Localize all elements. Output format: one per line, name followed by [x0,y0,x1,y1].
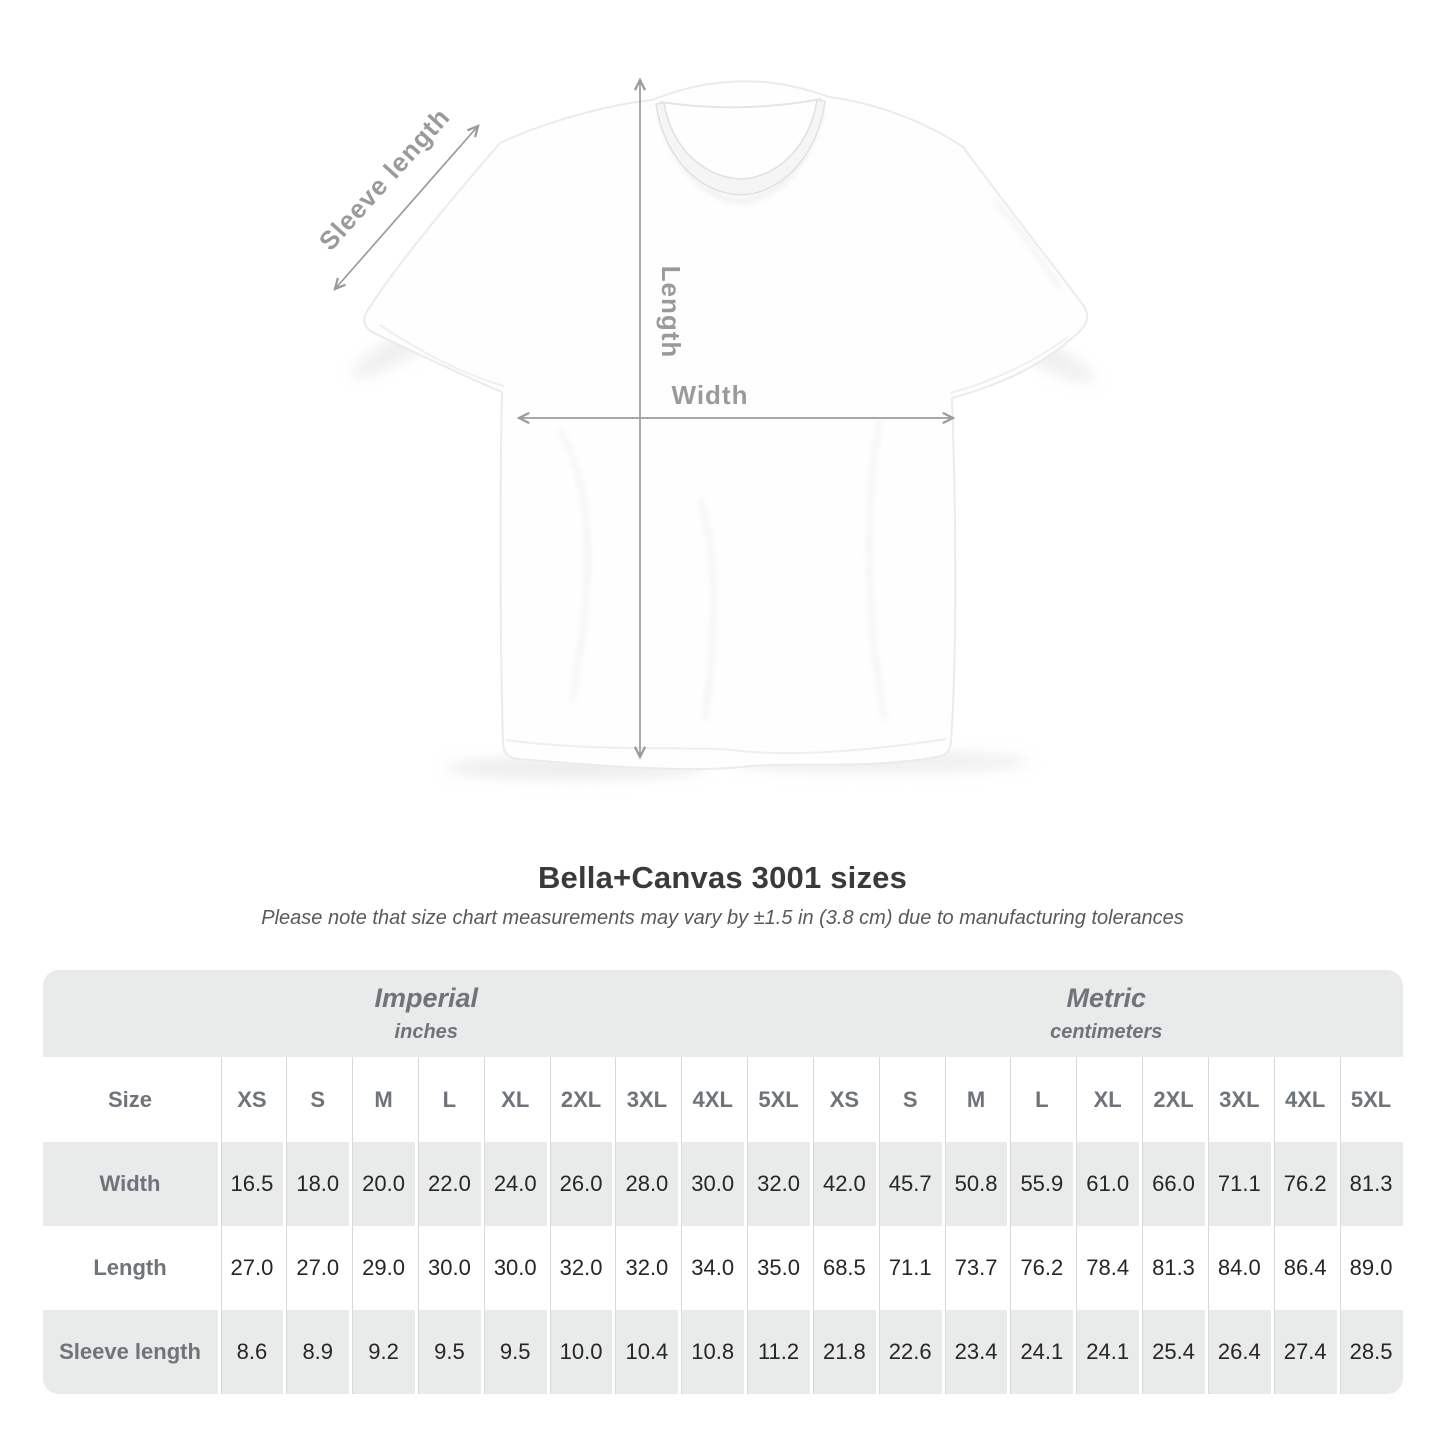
measurement-value: 8.6 [218,1310,284,1394]
metric-group-title: Metric [1066,983,1146,1013]
size-column-header: 4XL [678,1057,744,1142]
tolerance-note: Please note that size chart measurements may vary by ±1.5 in (3.8 cm) due to manufacturing tolerances [261,907,1184,929]
size-column-header: XL [481,1057,547,1142]
measurement-value: 28.0 [612,1142,678,1226]
measurement-value: 34.0 [678,1226,744,1310]
measurement-value: 66.0 [1139,1142,1205,1226]
measurement-value: 84.0 [1205,1226,1271,1310]
measurement-value: 22.0 [415,1142,481,1226]
measurement-value: 28.5 [1337,1310,1403,1394]
measurement-value: 45.7 [876,1142,942,1226]
measurement-value: 61.0 [1073,1142,1139,1226]
size-column-header: 2XL [547,1057,613,1142]
measurement-value: 30.0 [481,1226,547,1310]
unit-group-row [43,970,1403,1057]
size-column-header: M [942,1057,1008,1142]
size-column-header: 2XL [1139,1057,1205,1142]
measurement-value: 50.8 [942,1142,1008,1226]
size-column-header: 3XL [612,1057,678,1142]
measurement-value: 18.0 [283,1142,349,1226]
chart-heading [0,860,1445,930]
measurement-value: 22.6 [876,1310,942,1394]
size-header-row [43,1057,1403,1142]
measurement-value: 26.4 [1205,1310,1271,1394]
measurement-value: 24.1 [1007,1310,1073,1394]
measurement-value: 76.2 [1007,1226,1073,1310]
measurement-value: 10.4 [612,1310,678,1394]
measurement-value: 32.0 [547,1226,613,1310]
measurement-value: 42.0 [810,1142,876,1226]
measurement-value: 73.7 [942,1226,1008,1310]
length-label: Length [656,265,686,359]
page-title: Bella+Canvas 3001 sizes [537,860,908,895]
measurement-value: 9.2 [349,1310,415,1394]
size-column-header: 3XL [1205,1057,1271,1142]
metric-group-header [810,970,1403,1057]
measurement-value: 30.0 [678,1142,744,1226]
measurement-row [43,1142,1403,1226]
metric-group-unit: centimeters [1050,1021,1163,1043]
measurement-value: 86.4 [1271,1226,1337,1310]
measurement-value: 29.0 [349,1226,415,1310]
measurement-value: 27.0 [283,1226,349,1310]
size-column-header: XS [810,1057,876,1142]
measurement-value: 76.2 [1271,1142,1337,1226]
measurement-value: 25.4 [1139,1310,1205,1394]
measurement-value: 68.5 [810,1226,876,1310]
measurement-row [43,1310,1403,1394]
measurement-value: 27.4 [1271,1310,1337,1394]
measurement-value: 11.2 [744,1310,810,1394]
width-label: Width [671,380,749,410]
measurement-value: 32.0 [612,1226,678,1310]
size-column-header: S [283,1057,349,1142]
size-column-header: L [415,1057,481,1142]
measurement-value: 20.0 [349,1142,415,1226]
size-column-header: L [1007,1057,1073,1142]
measurement-value: 26.0 [547,1142,613,1226]
measurement-value: 27.0 [218,1226,284,1310]
measurement-value: 10.0 [547,1310,613,1394]
size-table [43,970,1403,1394]
size-corner-label: Size [43,1057,218,1142]
measurement-value: 71.1 [1205,1142,1271,1226]
size-column-header: M [349,1057,415,1142]
measurement-label: Length [43,1226,218,1310]
measurement-value: 23.4 [942,1310,1008,1394]
size-column-header: XL [1073,1057,1139,1142]
measurement-value: 55.9 [1007,1142,1073,1226]
size-column-header: 5XL [1337,1057,1403,1142]
measurement-value: 21.8 [810,1310,876,1394]
size-column-header: S [876,1057,942,1142]
measurement-value: 8.9 [283,1310,349,1394]
measurement-value: 81.3 [1337,1142,1403,1226]
size-column-header: 5XL [744,1057,810,1142]
imperial-group-unit: inches [394,1021,458,1043]
measurement-label: Sleeve length [43,1310,218,1394]
measurement-value: 71.1 [876,1226,942,1310]
measurement-value: 9.5 [481,1310,547,1394]
measurement-value: 16.5 [218,1142,284,1226]
measurement-value: 78.4 [1073,1226,1139,1310]
measurement-value: 32.0 [744,1142,810,1226]
measurement-value: 10.8 [678,1310,744,1394]
measurement-value: 24.1 [1073,1310,1139,1394]
measurement-value: 24.0 [481,1142,547,1226]
measurement-value: 89.0 [1337,1226,1403,1310]
imperial-group-title: Imperial [374,983,478,1013]
measurement-value: 30.0 [415,1226,481,1310]
imperial-group-header [43,970,810,1057]
size-column-header: 4XL [1271,1057,1337,1142]
measurement-value: 81.3 [1139,1226,1205,1310]
sleeve-length-label: Sleeve length [312,101,456,257]
size-column-header: XS [218,1057,284,1142]
measurement-value: 35.0 [744,1226,810,1310]
measurement-label: Width [43,1142,218,1226]
measurement-row [43,1226,1403,1310]
measurement-value: 9.5 [415,1310,481,1394]
